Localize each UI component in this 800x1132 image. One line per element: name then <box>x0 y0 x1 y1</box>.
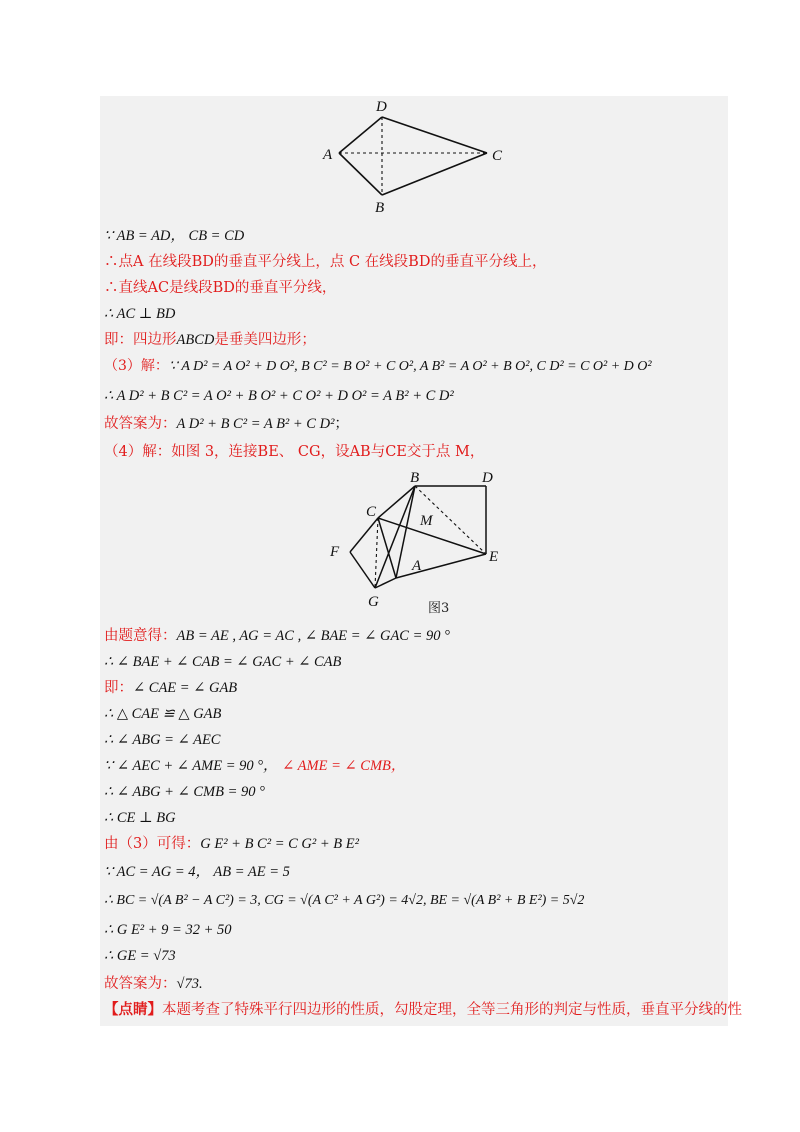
line-15: ∵ ∠ AEC + ∠ AME = 90 °， ∠ AME = ∠ CMB， <box>104 758 406 774</box>
line-7: ∴ A D² + B C² = A O² + B O² + C O² + D O² = A B² + C D² <box>104 388 454 404</box>
line-23: 故答案为：√73. <box>104 976 203 992</box>
line-8: 故答案为：A D² + B C² = A B² + C D²； <box>104 416 349 432</box>
line-13: ∴ △ CAE ≌ △ GAB <box>104 706 222 722</box>
label-d: D <box>376 99 387 115</box>
label-a: A <box>323 147 333 163</box>
edge-ad <box>339 117 382 153</box>
line-12: 即：∠ CAE = ∠ GAB <box>104 680 238 696</box>
line-16: ∴ ∠ ABG + ∠ CMB = 90 ° <box>104 784 265 800</box>
line-18: 由（3）可得：G E² + B C² = C G² + B E² <box>104 836 359 852</box>
line-24: 【点睛】本题考查了特殊平行四边形的性质，勾股定理，全等三角形的判定与性质，垂直平分线的性 <box>104 1001 742 1018</box>
label-a: A <box>412 558 422 574</box>
figure-caption: 图3 <box>428 601 450 616</box>
line-11: ∴ ∠ BAE + ∠ CAB = ∠ GAC + ∠ CAB <box>104 654 342 670</box>
edge-cf <box>350 518 378 552</box>
line-2: ∴点A 在线段BD的垂直平分线上，点 C 在线段BD的垂直平分线上， <box>104 254 547 270</box>
segment-cg <box>375 518 378 588</box>
edge-fg <box>350 552 375 588</box>
line-5: 即：四边形ABCD是垂美四边形； <box>104 332 316 348</box>
label-b: B <box>375 200 385 216</box>
edge-ac <box>378 518 396 578</box>
line-9: （4）解：如图 3，连接BE、 CG，设AB与CE交于点 M， <box>104 444 485 460</box>
label-e: E <box>489 549 499 565</box>
edge-cb <box>382 153 487 195</box>
label-m: M <box>420 513 433 529</box>
line-14: ∴ ∠ ABG = ∠ AEC <box>104 732 221 748</box>
line-22: ∴ GE = √73 <box>104 948 176 964</box>
line-17: ∴ CE ⊥ BG <box>104 810 176 826</box>
label-c: C <box>366 504 377 520</box>
line-10: 由题意得：AB = AE , AG = AC , ∠ BAE = ∠ GAC = 90 ° <box>104 628 450 644</box>
figure-kite <box>310 96 530 220</box>
label-g: G <box>368 594 379 610</box>
line-6: （3）解：∵ A D² = A O² + D O², B C² = B O² + C O², A B² = A O² + B O², C D² = C O² + D O² <box>104 358 652 374</box>
label-f: F <box>330 544 340 560</box>
line-19: ∵ AC = AG = 4， AB = AE = 5 <box>104 864 290 880</box>
label-c: C <box>492 148 503 164</box>
line-4: ∴ AC ⊥ BD <box>104 306 176 322</box>
edge-ba <box>339 153 382 195</box>
label-d: D <box>482 470 493 486</box>
line-20: ∴ BC = √(A B² − A C²) = 3, CG = √(A C² + A G²) = 4√2, BE = √(A B² + B E²) = 5√2 <box>104 893 585 908</box>
line-1: ∵ AB = AD， CB = CD <box>104 228 245 244</box>
line-21: ∴ G E² + 9 = 32 + 50 <box>104 922 232 938</box>
edge-ea <box>396 554 486 578</box>
figure-3 <box>318 466 518 624</box>
edge-dc <box>382 117 487 153</box>
line-3: ∴直线AC是线段BD的垂直平分线， <box>104 280 337 296</box>
label-b: B <box>410 470 420 486</box>
